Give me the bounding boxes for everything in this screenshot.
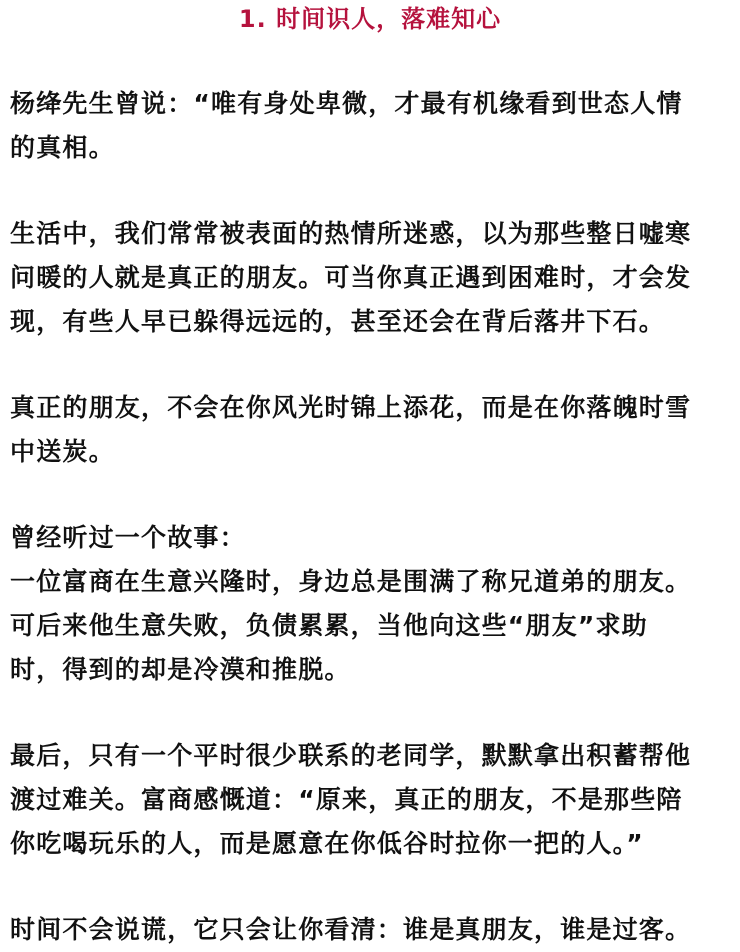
section-heading: 1. 时间识人，落难知心 bbox=[238, 5, 502, 33]
paragraph-line: 杨绛先生曾说：“唯有身处卑微，才最有机缘看到世态人情 bbox=[10, 89, 683, 118]
paragraph-conclusion bbox=[10, 908, 734, 952]
paragraph-line: 时，得到的却是冷漠和推脱。 bbox=[10, 655, 351, 684]
paragraph-story bbox=[10, 516, 734, 692]
paragraph-line: 曾经听过一个故事： bbox=[10, 523, 246, 552]
paragraph-line: 现，有些人早已躲得远远的，甚至还会在背后落井下石。 bbox=[10, 307, 666, 336]
paragraph-line: 一位富商在生意兴隆时，身边总是围满了称兄道弟的朋友。 bbox=[10, 567, 692, 596]
paragraph-line: 的真相。 bbox=[10, 133, 115, 162]
paragraph-line: 问暖的人就是真正的朋友。可当你真正遇到困难时，才会发 bbox=[10, 263, 692, 292]
paragraph-line: 渡过难关。富商感慨道：“原来，真正的朋友，不是那些陪 bbox=[10, 785, 683, 814]
paragraph-line: 真正的朋友，不会在你风光时锦上添花，而是在你落魄时雪 bbox=[10, 393, 692, 422]
paragraph-line: 生活中，我们常常被表面的热情所迷惑，以为那些整日嘘寒 bbox=[10, 219, 692, 248]
paragraph-line: 中送炭。 bbox=[10, 437, 115, 466]
paragraph-line: 你吃喝玩乐的人，而是愿意在你低谷时拉你一把的人。” bbox=[10, 829, 644, 858]
paragraph-ending bbox=[10, 734, 734, 866]
paragraph-line: 可后来他生意失败，负债累累，当他向这些“朋友”求助 bbox=[10, 611, 648, 640]
paragraph-line: 时间不会说谎，它只会让你看清：谁是真朋友，谁是过客。 bbox=[10, 915, 692, 944]
paragraph-life bbox=[10, 212, 734, 344]
paragraph-quote bbox=[10, 82, 734, 170]
paragraph-true-friend bbox=[10, 386, 734, 474]
paragraph-line: 最后，只有一个平时很少联系的老同学，默默拿出积蓄帮他 bbox=[10, 741, 692, 770]
